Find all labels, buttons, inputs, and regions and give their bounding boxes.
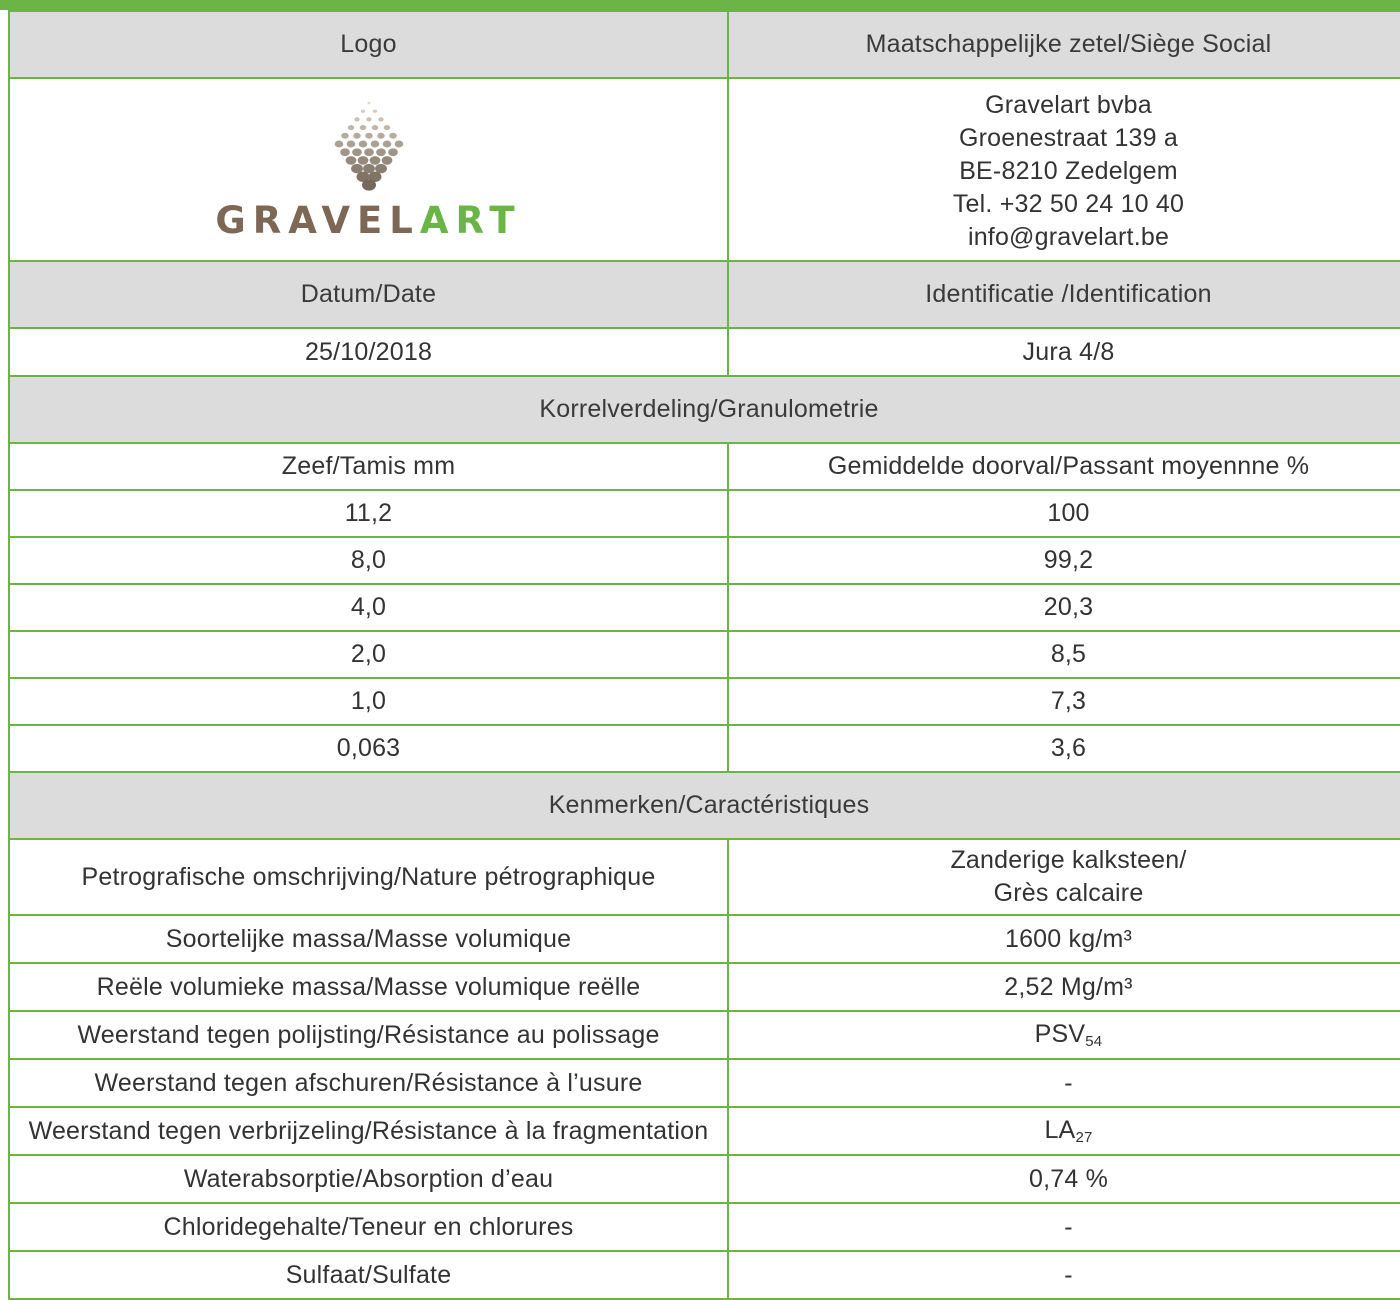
- passing-percent-cell: 99,2: [728, 537, 1400, 584]
- sieve-size-cell: 8,0: [9, 537, 728, 584]
- fragmentation-value: $LA_{27}$: [728, 1107, 1400, 1155]
- property-row: [9, 915, 1400, 963]
- sieve-size-cell: 11,2: [9, 490, 728, 537]
- property-row: [9, 1107, 1400, 1155]
- property-row: [9, 1251, 1400, 1299]
- gravel-dot: [341, 133, 349, 139]
- grading-row: [9, 678, 1400, 725]
- header-row: [9, 11, 1400, 78]
- sieve-size-cell: 4,0: [9, 584, 728, 631]
- gravel-dot: [353, 133, 361, 139]
- passing-column-header: Gemiddelde doorval/Passant moyennne %: [728, 443, 1400, 490]
- gravel-dot: [360, 109, 364, 112]
- gravel-dot: [377, 133, 385, 139]
- petrography-label: Petrografische omschrijving/Nature pétrographique: [9, 839, 728, 915]
- properties-section-row: [9, 772, 1400, 839]
- date-header-cell: Datum/Date: [9, 261, 728, 328]
- gravel-dot: [383, 125, 389, 130]
- technical-datasheet-table: [8, 10, 1400, 1300]
- passing-percent-cell: 20,3: [728, 584, 1400, 631]
- passing-percent-cell: 100: [728, 490, 1400, 537]
- grading-rows: [9, 490, 1400, 772]
- top-accent-bar: [0, 0, 1400, 10]
- city-address: BE-8210 Zedelgem: [959, 157, 1178, 185]
- petrography-value: Zanderige kalksteen/ Grès calcaire: [728, 839, 1400, 915]
- address-cell: [728, 78, 1400, 261]
- polishing-label: Weerstand tegen polijsting/Résistance au polissage: [9, 1011, 728, 1059]
- property-row: [9, 1155, 1400, 1203]
- gravel-dot: [389, 133, 397, 139]
- water-absorption-value: 0,74 %: [728, 1155, 1400, 1203]
- real-density-value: 2,52 Mg/m³: [728, 963, 1400, 1011]
- sieve-size-cell: 1,0: [9, 678, 728, 725]
- gravel-dot: [370, 141, 379, 148]
- grading-section-title: Korrelverdeling/Granulometrie: [9, 376, 1400, 443]
- street-address: Groenestraat 139 a: [958, 124, 1179, 152]
- gravel-dot: [394, 141, 403, 148]
- gravel-dot: [347, 125, 353, 130]
- gravel-dot: [376, 148, 386, 156]
- grading-row: [9, 631, 1400, 678]
- email-link[interactable]: info@gravelart.be: [967, 223, 1170, 251]
- gravel-dot: [354, 117, 359, 121]
- sulfate-value: -: [728, 1251, 1400, 1299]
- company-name: Gravelart bvba: [985, 91, 1152, 119]
- gravel-dot: [357, 156, 368, 165]
- seat-header-cell: Maatschappelijke zetel/Siège Social: [728, 11, 1400, 78]
- gravel-dot: [340, 148, 350, 156]
- grading-row: [9, 584, 1400, 631]
- gravel-dot: [381, 156, 392, 165]
- gravel-dot: [371, 125, 377, 130]
- gravel-dot: [369, 156, 380, 165]
- gravel-dot: [345, 156, 356, 165]
- sieve-column-header: Zeef/Tamis mm: [9, 443, 728, 490]
- gravel-dot: [359, 125, 365, 130]
- passing-percent-cell: 3,6: [728, 725, 1400, 772]
- gravel-dots-icon: [304, 97, 434, 197]
- density-value: 1600 kg/m³: [728, 915, 1400, 963]
- gravel-dot: [367, 102, 370, 105]
- logo-wordmark: GRAVELART: [215, 199, 522, 242]
- chloride-value: -: [728, 1203, 1400, 1251]
- gravel-dot: [365, 133, 373, 139]
- grading-column-header-row: [9, 443, 1400, 490]
- logo-cell: [9, 78, 728, 261]
- gravel-dot: [378, 117, 383, 121]
- property-row: [9, 963, 1400, 1011]
- gravel-dot: [388, 148, 398, 156]
- gravelart-logo: [10, 97, 727, 242]
- gravel-dot: [362, 179, 376, 190]
- density-label: Soortelijke massa/Masse volumique: [9, 915, 728, 963]
- wear-label: Weerstand tegen afschuren/Résistance à l’usure: [9, 1059, 728, 1107]
- real-density-label: Reële volumieke massa/Masse volumique reëlle: [9, 963, 728, 1011]
- passing-percent-cell: 7,3: [728, 678, 1400, 725]
- grading-row: [9, 725, 1400, 772]
- polishing-value: $PSV_{54}$: [728, 1011, 1400, 1059]
- property-row: [9, 1011, 1400, 1059]
- phone-number: Tel. +32 50 24 10 40: [952, 190, 1185, 218]
- date-id-header-row: [9, 261, 1400, 328]
- grading-row: [9, 490, 1400, 537]
- properties-section-title: Kenmerken/Caractéristiques: [9, 772, 1400, 839]
- gravel-dot: [334, 141, 343, 148]
- wear-value: -: [728, 1059, 1400, 1107]
- gravel-dot: [346, 141, 355, 148]
- passing-percent-cell: 8,5: [728, 631, 1400, 678]
- gravel-dot: [358, 141, 367, 148]
- gravel-dot: [364, 148, 374, 156]
- property-row: [9, 1203, 1400, 1251]
- fragmentation-label: Weerstand tegen verbrijzeling/Résistance à la fragmentation: [9, 1107, 728, 1155]
- properties-section: [9, 772, 1400, 1299]
- water-absorption-label: Waterabsorptie/Absorption d’eau: [9, 1155, 728, 1203]
- gravel-dot: [366, 117, 371, 121]
- logo-address-row: [9, 78, 1400, 261]
- sieve-size-cell: 2,0: [9, 631, 728, 678]
- property-row: [9, 839, 1400, 915]
- gravel-dot: [372, 109, 376, 112]
- date-value-cell: 25/10/2018: [9, 328, 728, 376]
- chloride-label: Chloridegehalte/Teneur en chlorures: [9, 1203, 728, 1251]
- logo-header-cell: Logo: [9, 11, 728, 78]
- sieve-size-cell: 0,063: [9, 725, 728, 772]
- grading-row: [9, 537, 1400, 584]
- sulfate-label: Sulfaat/Sulfate: [9, 1251, 728, 1299]
- gravel-dot: [382, 141, 391, 148]
- identification-header-cell: Identificatie /Identification: [728, 261, 1400, 328]
- property-row: [9, 1059, 1400, 1107]
- identification-value-cell: Jura 4/8: [728, 328, 1400, 376]
- gravel-dot: [352, 148, 362, 156]
- date-id-value-row: [9, 328, 1400, 376]
- grading-section-row: [9, 376, 1400, 443]
